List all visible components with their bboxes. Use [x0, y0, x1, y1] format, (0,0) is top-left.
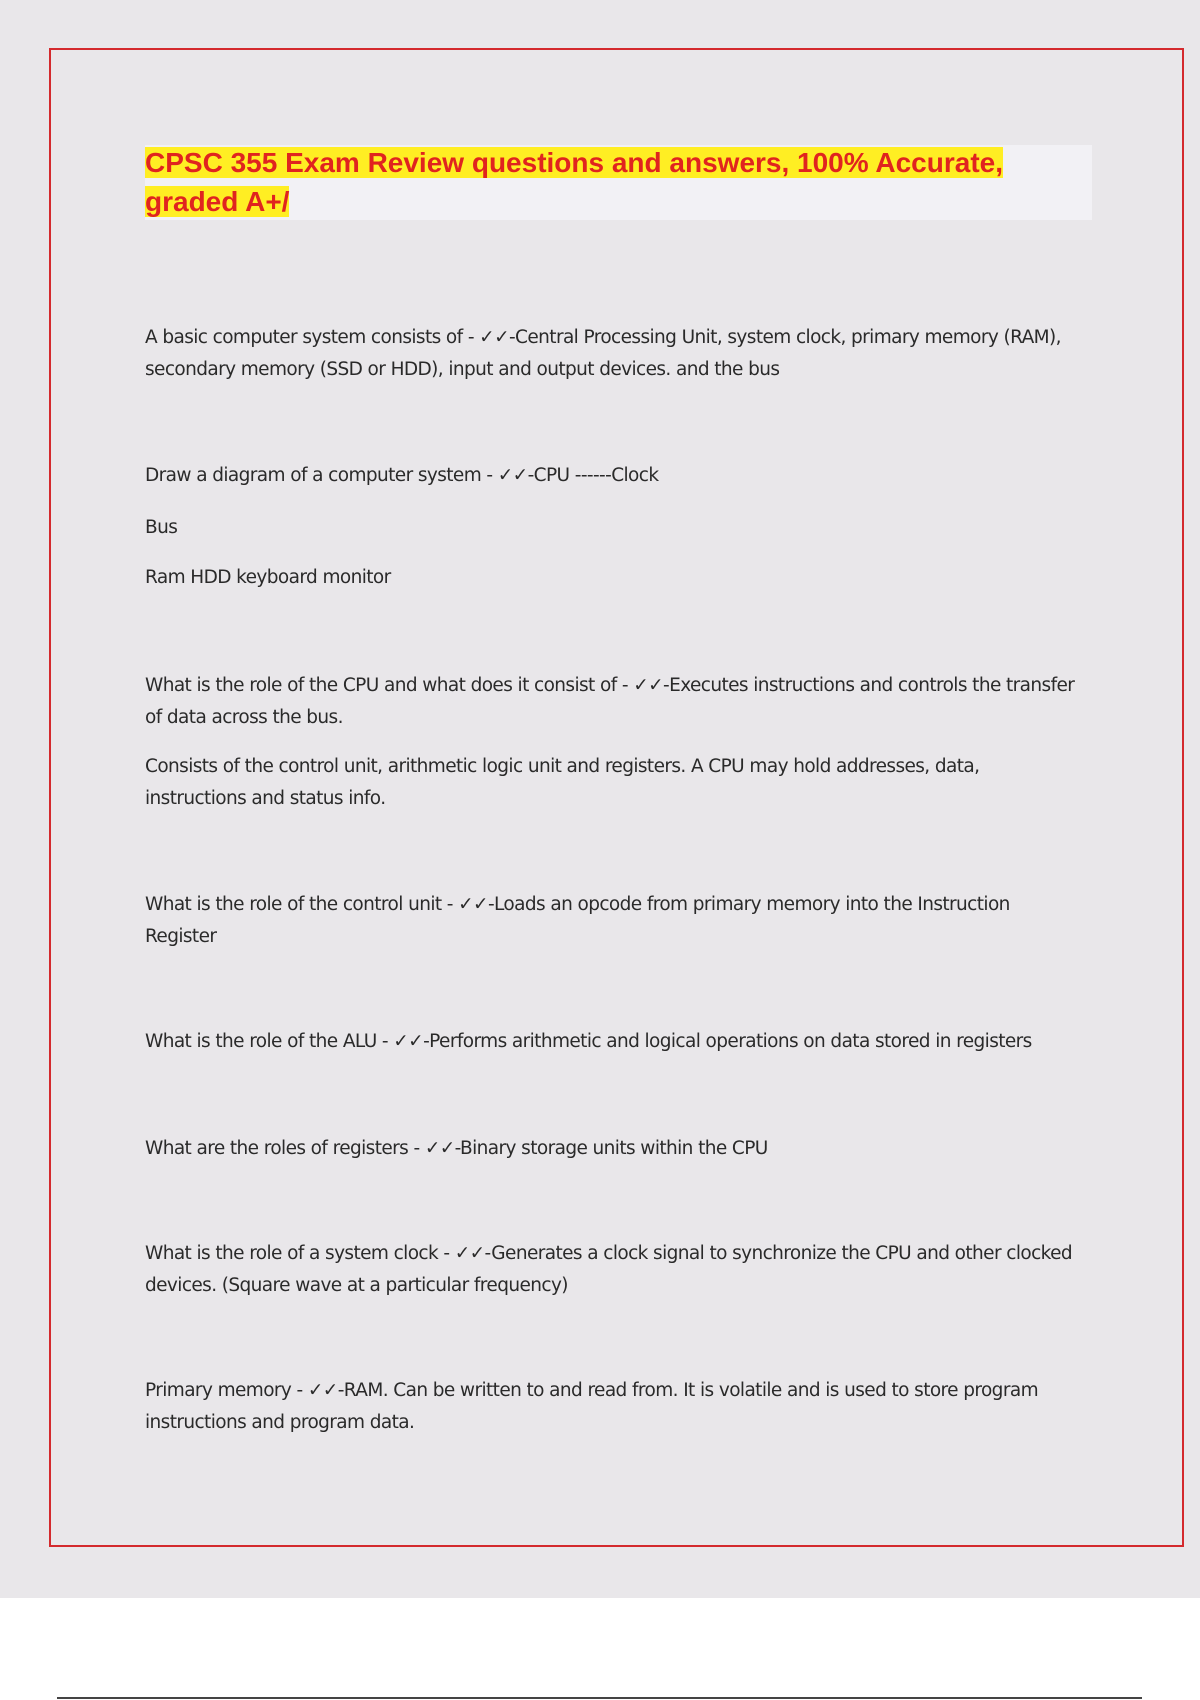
document-title	[145, 143, 1045, 221]
qa-basic-computer-system: A basic computer system consists of - ✓✓-Central Processing Unit, system clock, primary memory (RAM), secondary memory (SSD or HDD), input and output devices. and the bus	[145, 327, 1061, 380]
qa-role-of-cpu: What is the role of the CPU and what does it consist of - ✓✓-Executes instructions and controls the transfer of data across the bus.	[145, 675, 1075, 728]
qa-role-of-alu: What is the role of the ALU - ✓✓-Performs arithmetic and logical operations on data stored in registers	[145, 1031, 1032, 1052]
diagram-line-bus: Bus	[145, 517, 178, 538]
cpu-consists-of: Consists of the control unit, arithmetic logic unit and registers. A CPU may hold addresses, data, instructions and status info.	[145, 756, 980, 809]
qa-role-of-control-unit: What is the role of the control unit - ✓✓-Loads an opcode from primary memory into the Instruction Register	[145, 894, 1010, 947]
document-title-highlight: CPSC 355 Exam Review questions and answers, 100% Accurate, graded A+/	[145, 147, 1004, 217]
qa-diagram-computer-system: Draw a diagram of a computer system - ✓✓-CPU ------Clock	[145, 465, 659, 486]
qa-roles-of-registers: What are the roles of registers - ✓✓-Binary storage units within the CPU	[145, 1138, 768, 1159]
qa-primary-memory: Primary memory - ✓✓-RAM. Can be written to and read from. It is volatile and is used to store program instructions and program data.	[145, 1380, 1038, 1433]
qa-role-of-system-clock: What is the role of a system clock - ✓✓-Generates a clock signal to synchronize the CPU and other clocked devices. (Square wave at a particular frequency)	[145, 1243, 1073, 1296]
bottom-divider	[57, 1697, 1142, 1699]
diagram-line-devices: Ram HDD keyboard monitor	[145, 567, 391, 588]
